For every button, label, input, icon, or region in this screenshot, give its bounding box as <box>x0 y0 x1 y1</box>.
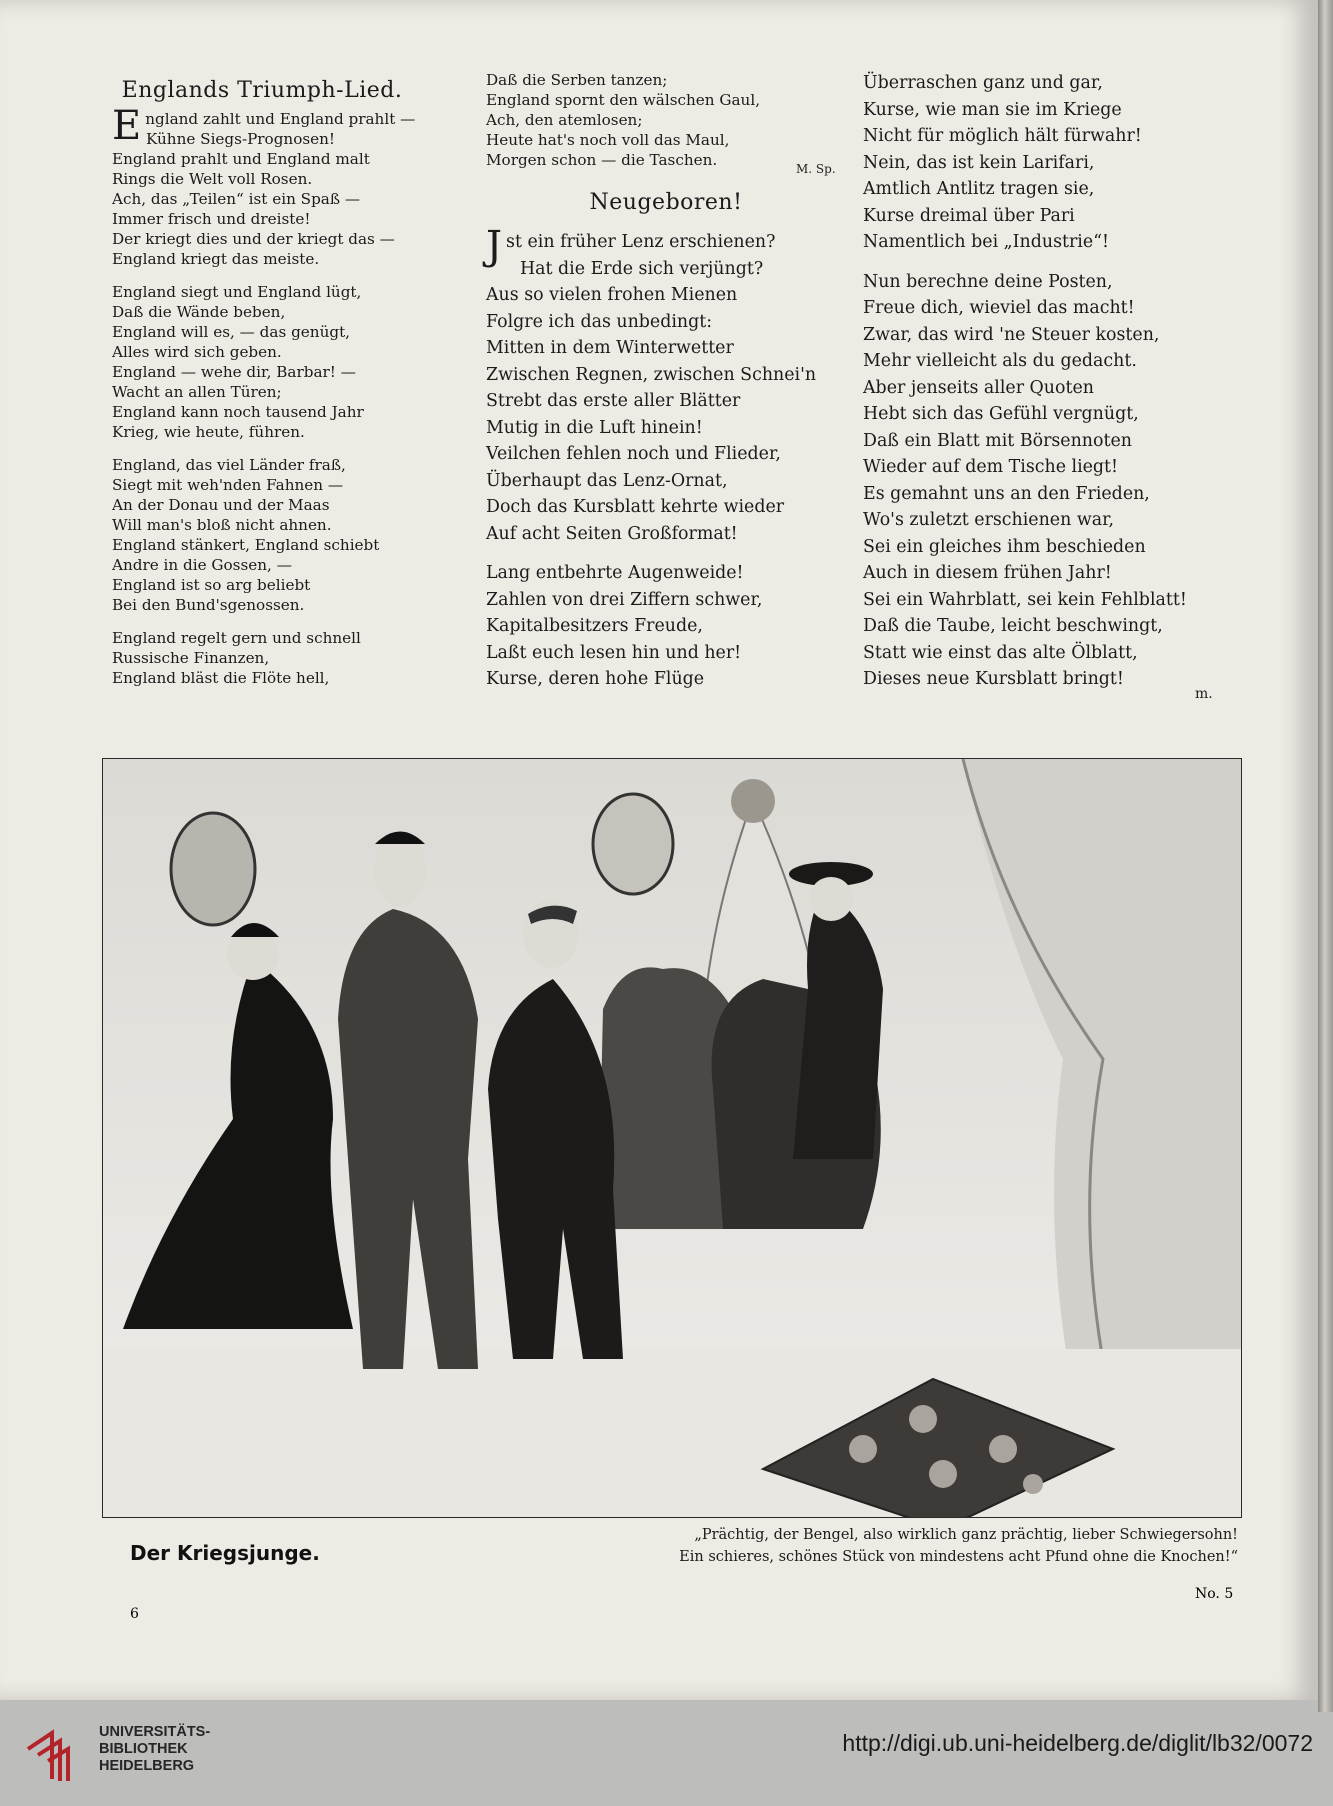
verse-line: Immer frisch und dreiste! <box>112 210 311 228</box>
verse-line: Mehr vielleicht als du gedacht. <box>863 351 1137 371</box>
drop-cap: J <box>486 223 503 269</box>
signature-m-sp: M. Sp. <box>796 162 836 176</box>
verse-line: Andre in die Gossen, — <box>112 556 292 574</box>
stanza <box>863 269 1223 693</box>
verse-line: Will man's bloß nicht ahnen. <box>112 516 332 534</box>
library-name-line-2: BIBLIOTHEK <box>99 1741 188 1757</box>
verse-line: Daß die Taube, leicht beschwingt, <box>863 616 1163 636</box>
signature-m: m. <box>1195 686 1213 702</box>
verse-line: Folgre ich das unbedingt: <box>486 311 713 332</box>
verse-line: Statt wie einst das alte Ölblatt, <box>863 642 1138 663</box>
verse-line: Nun berechne deine Posten, <box>863 271 1113 292</box>
verse-line: Alles wird sich geben. <box>112 343 282 361</box>
illustration-caption <box>640 1524 1238 1568</box>
poem-title-neugeboren: Neugeboren! <box>589 190 743 215</box>
verse-line: Strebt das erste aller Blätter <box>486 391 741 411</box>
verse-line: Russische Finanzen, <box>112 649 270 667</box>
verse-line: England spornt den wälschen Gaul, <box>486 91 761 109</box>
verse-line-text: ngland zahlt und England prahlt — <box>145 110 416 128</box>
library-logo-icon <box>22 1719 88 1785</box>
verse-line: England regelt gern und schnell <box>112 629 361 647</box>
stanza <box>863 70 1223 256</box>
library-name-line-1: UNIVERSITÄTS- <box>99 1724 211 1740</box>
verse-line: England, das viel Länder fraß, <box>112 456 346 474</box>
verse-line: Hat die Erde sich verjüngt? <box>520 258 764 279</box>
verse-line: An der Donau und der Maas <box>112 496 330 514</box>
illustration-title: Der Kriegsjunge. <box>130 1541 320 1565</box>
portrait-left <box>171 813 255 925</box>
verse-line: England kann noch tausend Jahr <box>112 403 364 421</box>
verse-line: Wacht an allen Türen; <box>112 383 282 401</box>
source-url[interactable]: http://digi.ub.uni-heidelberg.de/diglit/lb32/0072 <box>842 1730 1313 1756</box>
verse-line: England kriegt das meiste. <box>112 250 320 268</box>
illustration-der-kriegsjunge <box>102 758 1242 1518</box>
verse-line: Bei den Bund'sgenossen. <box>112 596 305 614</box>
verse-line: England will es, — das genügt, <box>112 323 351 341</box>
verse-line: England ist so arg beliebt <box>112 576 311 594</box>
verse-line: Daß die Serben tanzen; <box>486 71 668 89</box>
stanza <box>112 282 412 442</box>
verse-line: Laßt euch lesen hin und her! <box>486 642 742 663</box>
verse-line: Der kriegt dies und der kriegt das — <box>112 230 395 248</box>
verse-line: Lang entbehrte Augenweide! <box>486 563 744 583</box>
verse-line: England siegt und England lügt, <box>112 283 362 301</box>
verse-line: Siegt mit weh'nden Fahnen — <box>112 476 344 494</box>
verse-line: Sei ein gleiches ihm beschieden <box>863 536 1146 557</box>
column-three <box>863 70 1223 706</box>
verse-line: Dieses neue Kursblatt bringt! <box>863 669 1124 689</box>
verse-line: Zahlen von drei Ziffern schwer, <box>486 589 763 610</box>
stanza <box>112 455 412 615</box>
verse-line: Sei ein Wahrblatt, sei kein Fehlblatt! <box>863 589 1187 610</box>
poem-title: Englands Triumph-Lied. <box>121 78 403 103</box>
verse-line: Zwar, das wird 'ne Steuer kosten, <box>863 324 1160 345</box>
verse-line: Nein, das ist kein Larifari, <box>863 152 1095 173</box>
portrait-right <box>593 794 673 894</box>
drop-cap: E <box>112 103 142 149</box>
verse-line: Kurse, wie man sie im Kriege <box>863 99 1122 120</box>
column-two <box>486 70 846 706</box>
verse-line: Kurse, deren hohe Flüge <box>486 669 705 689</box>
poem-continuation <box>486 70 846 170</box>
verse-line: Ach, den atemlosen; <box>486 111 643 129</box>
verse-line: Freue dich, wieviel das macht! <box>863 298 1135 318</box>
verse-line: Heute hat's noch voll das Maul, <box>486 131 730 149</box>
verse-line: England bläst die Flöte hell, <box>112 669 330 687</box>
verse-line: Rings die Welt voll Rosen. <box>112 170 313 188</box>
verse-line: Wieder auf dem Tische liegt! <box>863 457 1119 477</box>
verse-line: Mutig in die Luft hinein! <box>486 417 703 438</box>
verse-line: Doch das Kursblatt kehrte wieder <box>486 497 785 517</box>
verse-line: Aus so vielen frohen Mienen <box>486 285 738 305</box>
verse-line: England — wehe dir, Barbar! — <box>112 363 356 381</box>
verse-line: Daß die Wände beben, <box>112 303 286 321</box>
stanza <box>112 628 412 688</box>
verse-line: Wo's zuletzt erschienen war, <box>863 510 1115 530</box>
stanza <box>486 560 846 693</box>
verse-line: Krieg, wie heute, führen. <box>112 423 305 441</box>
verse-line: Es gemahnt uns an den Frieden, <box>863 483 1150 504</box>
stanza <box>486 223 846 547</box>
verse-line: Kurse dreimal über Pari <box>863 205 1075 226</box>
verse-line: Daß ein Blatt mit Börsennoten <box>863 430 1132 451</box>
page-number: 6 <box>130 1606 139 1622</box>
verse-line: Kapitalbesitzers Freude, <box>486 616 703 636</box>
verse-line: Hebt sich das Gefühl vergnügt, <box>863 404 1139 424</box>
verse-line: Auf acht Seiten Großformat! <box>486 523 738 544</box>
verse-line: Namentlich bei „Industrie“! <box>863 232 1110 252</box>
poem-englands-triumph-lied <box>112 70 416 701</box>
verse-line: Zwischen Regnen, zwischen Schnei'n <box>486 364 817 385</box>
verse-line: Kühne Siegs-Prognosen! <box>146 130 336 148</box>
verse-line: Morgen schon — die Taschen. <box>486 151 718 169</box>
caption-line-2: Ein schieres, schönes Stück von mindestens acht Pfund ohne die Knochen!“ <box>679 1549 1238 1565</box>
library-name <box>99 1724 210 1775</box>
verse-line-text: st ein früher Lenz erschienen? <box>506 232 776 252</box>
verse-line: Mitten in dem Winterwetter <box>486 338 734 358</box>
verse-line: Ach, das „Teilen“ ist ein Spaß — <box>112 190 361 208</box>
page-edge <box>1318 0 1333 1712</box>
issue-number: No. 5 <box>1195 1586 1234 1602</box>
verse-line: Aber jenseits aller Quoten <box>863 377 1094 398</box>
verse-line: Überraschen ganz und gar, <box>863 73 1103 93</box>
verse-line: Nicht für möglich hält fürwahr! <box>863 126 1142 146</box>
caption-line-1: „Prächtig, der Bengel, also wirklich ganz prächtig, lieber Schwiegersohn! <box>694 1527 1238 1543</box>
verse-line: Amtlich Antlitz tragen sie, <box>863 179 1095 199</box>
verse-line: Überhaupt das Lenz-Ornat, <box>486 470 728 491</box>
verse-line: Auch in diesem frühen Jahr! <box>863 563 1112 583</box>
verse-line: Veilchen fehlen noch und Flieder, <box>486 444 781 464</box>
stanza <box>112 103 416 269</box>
verse-line: England prahlt und England malt <box>112 150 370 168</box>
verse-line: England stänkert, England schiebt <box>112 536 380 554</box>
library-name-line-3: HEIDELBERG <box>99 1758 195 1774</box>
